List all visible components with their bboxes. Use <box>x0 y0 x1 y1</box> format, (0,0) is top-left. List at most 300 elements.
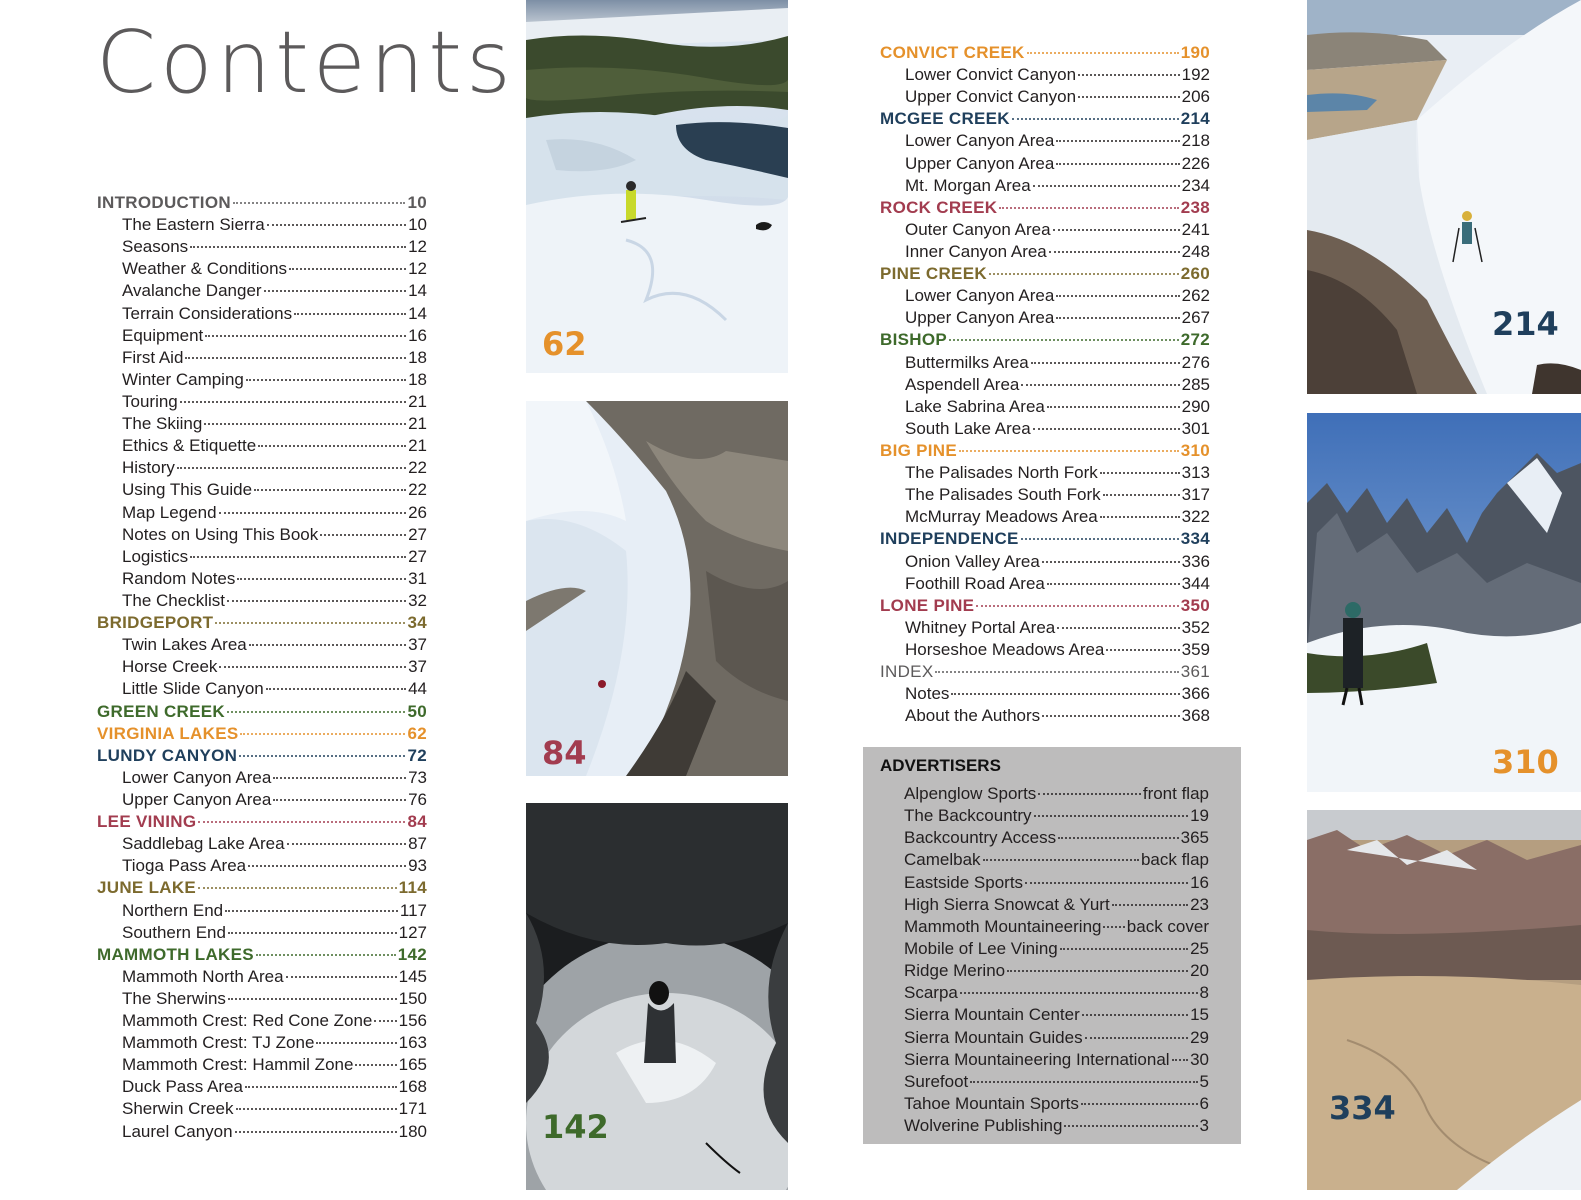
dot-leader <box>239 755 405 757</box>
dot-leader <box>266 688 406 690</box>
toc-section-entry[interactable] <box>97 811 427 833</box>
dot-leader <box>240 733 405 735</box>
dot-leader <box>1100 516 1180 518</box>
toc-subsection-entry[interactable] <box>880 418 1210 440</box>
dot-leader <box>949 339 1179 341</box>
page-number: 76 <box>408 789 427 809</box>
advertisers-box <box>863 747 1241 1144</box>
dot-leader <box>287 843 406 845</box>
advertisers-heading: ADVERTISERS <box>880 756 1001 775</box>
toc-label: Map Legend <box>122 502 217 522</box>
dot-leader <box>185 357 406 359</box>
toc-label: South Lake Area <box>905 418 1031 438</box>
toc-subsection-entry[interactable] <box>97 280 427 302</box>
page-title: Contents <box>96 13 515 113</box>
toc-subsection-entry[interactable] <box>97 236 427 258</box>
dot-leader <box>1025 882 1188 884</box>
toc-subsection-entry[interactable] <box>97 258 427 280</box>
toc-section-entry[interactable] <box>880 528 1210 550</box>
toc-subsection-entry[interactable] <box>97 1076 427 1098</box>
toc-label: The Palisades South Fork <box>905 485 1101 505</box>
toc-subsection-entry[interactable] <box>97 1098 427 1120</box>
toc-subsection-entry[interactable] <box>97 347 427 369</box>
dot-leader <box>1060 948 1188 950</box>
toc-section-entry[interactable] <box>880 440 1210 462</box>
toc-label: LEE VINING <box>97 812 197 832</box>
toc-subsection-entry[interactable] <box>880 683 1210 705</box>
dot-leader <box>999 207 1178 209</box>
dot-leader <box>1031 362 1180 364</box>
dot-leader <box>228 998 397 1000</box>
page-number: 15 <box>1190 1005 1209 1025</box>
toc-label: Outer Canyon Area <box>905 219 1051 239</box>
toc-subsection-entry[interactable] <box>97 855 427 877</box>
toc-subsection-entry[interactable] <box>97 789 427 811</box>
toc-subsection-entry[interactable] <box>97 988 427 1010</box>
toc-label: Horseshoe Meadows Area <box>905 639 1105 659</box>
dot-leader <box>1033 185 1180 187</box>
toc-label: The Skiing <box>122 414 203 434</box>
toc-label: Equipment <box>122 325 204 345</box>
page-number: 72 <box>407 745 427 765</box>
page-number: 50 <box>407 701 427 721</box>
dot-leader <box>1047 583 1180 585</box>
dot-leader <box>246 379 406 381</box>
advertiser-entry[interactable] <box>879 1027 1209 1049</box>
page-number: 248 <box>1181 241 1210 261</box>
page-number: 262 <box>1181 286 1210 306</box>
page-number: 3 <box>1199 1116 1209 1136</box>
advertiser-name: Mammoth Mountaineering <box>904 916 1102 936</box>
toc-label: GREEN CREEK <box>97 701 225 721</box>
toc-label: Twin Lakes Area <box>122 635 247 655</box>
toc-label: Duck Pass Area <box>122 1077 243 1097</box>
toc-subsection-entry[interactable] <box>880 352 1210 374</box>
toc-subsection-entry[interactable] <box>97 524 427 546</box>
dot-leader <box>249 644 406 646</box>
dot-leader <box>1078 96 1180 98</box>
dot-leader <box>256 954 396 956</box>
page-number: 23 <box>1190 894 1209 914</box>
advertiser-entry[interactable] <box>879 982 1209 1004</box>
advertiser-entry[interactable] <box>879 1115 1209 1137</box>
dot-leader <box>1038 793 1141 795</box>
toc-subsection-entry[interactable] <box>97 413 427 435</box>
toc-section-entry[interactable] <box>880 108 1210 130</box>
dot-leader <box>227 600 406 602</box>
toc-subsection-entry[interactable] <box>97 391 427 413</box>
toc-label: The Checklist <box>122 590 225 610</box>
toc-subsection-entry[interactable] <box>880 241 1210 263</box>
page-number: 34 <box>407 613 427 633</box>
page-number: 290 <box>1181 396 1210 416</box>
toc-label: Tioga Pass Area <box>122 856 247 876</box>
toc-label: Foothill Road Area <box>905 573 1045 593</box>
page-number: 272 <box>1180 330 1210 350</box>
toc-label: Upper Canyon Area <box>122 789 272 809</box>
toc-label: Lower Canyon Area <box>905 286 1055 306</box>
toc-subsection-entry[interactable] <box>880 175 1210 197</box>
page-number: back cover <box>1126 916 1209 936</box>
photo-mcgee-creek <box>1307 0 1581 394</box>
toc-subsection-entry[interactable] <box>97 1010 427 1032</box>
toc-label: INDEX <box>880 662 934 682</box>
toc-label: CONVICT CREEK <box>880 43 1025 62</box>
toc-section-entry[interactable] <box>880 329 1210 351</box>
toc-subsection-entry[interactable] <box>97 369 427 391</box>
toc-label: Sherwin Creek <box>122 1099 234 1119</box>
dot-leader <box>1081 1103 1198 1105</box>
toc-subsection-entry[interactable] <box>880 130 1210 152</box>
toc-subsection-entry[interactable] <box>97 214 427 236</box>
page-number: 344 <box>1181 573 1210 593</box>
toc-section-entry[interactable] <box>97 701 427 723</box>
advertiser-entry[interactable] <box>879 894 1209 916</box>
page-number: 10 <box>408 215 427 235</box>
photo-page-number: 214 <box>1492 305 1559 343</box>
toc-subsection-entry[interactable] <box>880 285 1210 307</box>
dot-leader <box>198 887 397 889</box>
toc-label: Lake Sabrina Area <box>905 396 1045 416</box>
toc-subsection-entry[interactable] <box>880 506 1210 528</box>
page-number: 192 <box>1181 65 1210 85</box>
toc-subsection-entry[interactable] <box>880 86 1210 108</box>
page-number: 165 <box>398 1055 427 1075</box>
toc-subsection-entry[interactable] <box>97 590 427 612</box>
photo-lee-vining <box>526 401 788 776</box>
toc-subsection-entry[interactable] <box>97 767 427 789</box>
dot-leader <box>273 799 406 801</box>
page-number: 29 <box>1190 1027 1209 1047</box>
advertiser-entry[interactable] <box>879 1049 1209 1071</box>
toc-section-entry[interactable] <box>97 723 427 745</box>
advertiser-entry[interactable] <box>879 960 1209 982</box>
page-number: 180 <box>398 1121 427 1141</box>
toc-subsection-entry[interactable] <box>97 457 427 479</box>
toc-label: Winter Camping <box>122 369 244 389</box>
dot-leader <box>970 1081 1197 1083</box>
toc-label: Northern End <box>122 900 224 920</box>
toc-section-entry[interactable] <box>880 263 1210 285</box>
advertiser-entry[interactable] <box>879 872 1209 894</box>
dot-leader <box>1064 1125 1197 1127</box>
dot-leader <box>355 1064 396 1066</box>
advertiser-name: Alpenglow Sports <box>904 784 1037 803</box>
dot-leader <box>289 268 406 270</box>
toc-subsection-entry[interactable] <box>97 303 427 325</box>
toc-label: PINE CREEK <box>880 264 987 284</box>
toc-label: About the Authors <box>905 706 1041 726</box>
page-number: 12 <box>408 237 427 257</box>
toc-subsection-entry[interactable] <box>97 634 427 656</box>
dot-leader <box>1021 384 1179 386</box>
toc-subsection-entry[interactable] <box>880 64 1210 86</box>
toc-label: Aspendell Area <box>905 374 1020 394</box>
dot-leader <box>235 1131 397 1133</box>
dot-leader <box>320 534 406 536</box>
dot-leader <box>219 512 407 514</box>
page-number: 234 <box>1181 175 1210 195</box>
toc-subsection-entry[interactable] <box>880 374 1210 396</box>
toc-label: Mammoth Crest: Red Cone Zone <box>122 1011 373 1031</box>
advertiser-name: Scarpa <box>904 983 958 1003</box>
toc-section-entry[interactable] <box>880 595 1210 617</box>
page-number: 32 <box>408 590 427 610</box>
page-number: 310 <box>1180 440 1210 460</box>
photo-virginia-lakes <box>526 0 788 373</box>
page-number: 37 <box>408 635 427 655</box>
toc-label: VIRGINIA LAKES <box>97 723 239 743</box>
toc-section-entry[interactable] <box>97 944 427 966</box>
toc-subsection-entry[interactable] <box>97 546 427 568</box>
page-number: 150 <box>398 988 427 1008</box>
page-number: 84 <box>407 812 427 832</box>
dot-leader <box>1057 627 1179 629</box>
toc-subsection-entry[interactable] <box>97 1054 427 1076</box>
page-number: 25 <box>1190 938 1209 958</box>
toc-label: The Eastern Sierra <box>122 215 265 235</box>
toc-subsection-entry[interactable] <box>880 462 1210 484</box>
dot-leader <box>1042 561 1180 563</box>
page-number: 30 <box>1190 1049 1209 1069</box>
page-number: 285 <box>1181 374 1210 394</box>
toc-label: INDEPENDENCE <box>880 529 1019 549</box>
dot-leader <box>1007 970 1188 972</box>
toc-label: Laurel Canyon <box>122 1121 233 1141</box>
photo-page-number: 142 <box>542 1108 609 1146</box>
page-number: 87 <box>408 834 427 854</box>
toc-right-column <box>880 42 1210 727</box>
toc-label: Lower Canyon Area <box>905 131 1055 151</box>
page-number: 73 <box>408 767 427 787</box>
toc-subsection-entry[interactable] <box>880 219 1210 241</box>
advertiser-name: Backcountry Access <box>904 828 1057 848</box>
page-number: 21 <box>408 391 427 411</box>
dot-leader <box>258 445 406 447</box>
toc-section-entry[interactable] <box>97 192 427 214</box>
toc-label: LUNDY CANYON <box>97 745 238 765</box>
page-number: 16 <box>408 325 427 345</box>
page-number: 114 <box>398 878 427 898</box>
toc-section-entry[interactable] <box>97 745 427 767</box>
dot-leader <box>177 467 406 469</box>
dot-leader <box>1012 118 1179 120</box>
advertiser-name: Surefoot <box>904 1071 969 1091</box>
toc-subsection-entry[interactable] <box>97 900 427 922</box>
advertiser-entry[interactable] <box>879 805 1209 827</box>
toc-subsection-entry[interactable] <box>97 568 427 590</box>
page-number: 20 <box>1190 961 1209 981</box>
toc-label: Weather & Conditions <box>122 259 288 279</box>
dot-leader <box>286 976 397 978</box>
page-number: 21 <box>408 414 427 434</box>
advertiser-entry[interactable] <box>879 1071 1209 1093</box>
toc-label: Notes on Using This Book <box>122 524 319 544</box>
advertiser-name: Eastside Sports <box>904 872 1024 892</box>
page-number: 156 <box>398 1011 427 1031</box>
photo-page-number: 334 <box>1329 1089 1396 1127</box>
toc-label: History <box>122 458 175 478</box>
dot-leader <box>1056 317 1179 319</box>
toc-subsection-entry[interactable] <box>97 479 427 501</box>
dot-leader <box>219 666 406 668</box>
page-number: 350 <box>1180 595 1210 615</box>
toc-label: Onion Valley Area <box>905 551 1040 571</box>
toc-subsection-entry[interactable] <box>880 639 1210 661</box>
advertiser-entry[interactable] <box>879 783 1209 805</box>
toc-section-entry[interactable] <box>880 197 1210 219</box>
dot-leader <box>1058 837 1179 839</box>
dot-leader <box>989 273 1179 275</box>
page-number: 206 <box>1181 87 1210 107</box>
photo-page-number: 62 <box>542 325 587 363</box>
toc-label: Upper Canyon Area <box>905 153 1055 173</box>
advertiser-entry[interactable] <box>879 827 1209 849</box>
page-number: 145 <box>398 966 427 986</box>
dot-leader <box>1027 52 1179 54</box>
page-number: 190 <box>1180 43 1210 62</box>
page-number: 22 <box>408 480 427 500</box>
toc-label: Ethics & Etiquette <box>122 436 257 456</box>
dot-leader <box>316 1042 396 1044</box>
advertiser-entry[interactable] <box>879 916 1209 938</box>
page-number: 31 <box>408 568 427 588</box>
page-number: 368 <box>1181 706 1210 726</box>
toc-subsection-entry[interactable] <box>97 1121 427 1143</box>
dot-leader <box>273 777 406 779</box>
dot-leader <box>294 313 406 315</box>
toc-label: Little Slide Canyon <box>122 679 264 699</box>
page-number: 26 <box>408 502 427 522</box>
advertiser-entry[interactable] <box>879 849 1209 871</box>
toc-subsection-entry[interactable] <box>97 678 427 700</box>
toc-subsection-entry[interactable] <box>97 833 427 855</box>
photo-mammoth-lakes <box>526 803 788 1190</box>
dot-leader <box>254 489 406 491</box>
advertiser-name: High Sierra Snowcat & Yurt <box>904 894 1110 914</box>
page-number: 171 <box>398 1099 427 1119</box>
page-number: 62 <box>407 723 427 743</box>
dot-leader <box>1106 649 1179 651</box>
page-number: 8 <box>1199 983 1209 1003</box>
toc-section-entry[interactable] <box>880 661 1210 683</box>
toc-subsection-entry[interactable] <box>97 502 427 524</box>
page-number: 352 <box>1181 617 1210 637</box>
page-number: 226 <box>1181 153 1210 173</box>
dot-leader <box>1085 1037 1188 1039</box>
toc-label: Whitney Portal Area <box>905 617 1056 637</box>
advertiser-name: Sierra Mountaineering International <box>904 1049 1170 1069</box>
dot-leader <box>983 859 1139 861</box>
photo-page-number: 310 <box>1492 743 1559 781</box>
toc-label: First Aid <box>122 347 184 367</box>
dot-leader <box>225 910 398 912</box>
toc-section-entry[interactable] <box>97 612 427 634</box>
dot-leader <box>1049 251 1180 253</box>
toc-subsection-entry[interactable] <box>880 617 1210 639</box>
page-number: 22 <box>408 458 427 478</box>
dot-leader <box>237 578 406 580</box>
dot-leader <box>1047 406 1180 408</box>
page-number: 238 <box>1180 197 1210 217</box>
toc-label: Saddlebag Lake Area <box>122 834 285 854</box>
toc-label: Southern End <box>122 922 226 942</box>
toc-label: McMurray Meadows Area <box>905 507 1098 527</box>
advertiser-name: Camelbak <box>904 850 981 870</box>
toc-subsection-entry[interactable] <box>880 307 1210 329</box>
advertiser-entry[interactable] <box>879 938 1209 960</box>
toc-label: Mammoth North Area <box>122 966 284 986</box>
dot-leader <box>935 671 1178 673</box>
page-number: 27 <box>408 524 427 544</box>
page-number: 301 <box>1181 418 1210 438</box>
page-number: 241 <box>1181 219 1210 239</box>
toc-subsection-entry[interactable] <box>880 153 1210 175</box>
toc-section-entry[interactable] <box>880 42 1210 64</box>
dot-leader <box>205 335 406 337</box>
toc-subsection-entry[interactable] <box>97 656 427 678</box>
advertiser-name: Tahoe Mountain Sports <box>904 1093 1079 1113</box>
toc-subsection-entry[interactable] <box>880 396 1210 418</box>
toc-subsection-entry[interactable] <box>97 435 427 457</box>
page-number: 6 <box>1199 1093 1209 1113</box>
toc-label: Buttermilks Area <box>905 352 1029 372</box>
dot-leader <box>1056 295 1179 297</box>
dot-leader <box>1056 163 1179 165</box>
toc-label: ROCK CREEK <box>880 197 998 217</box>
toc-subsection-entry[interactable] <box>97 922 427 944</box>
toc-label: The Palisades North Fork <box>905 463 1098 483</box>
toc-label: BIG PINE <box>880 440 958 460</box>
toc-label: Seasons <box>122 237 189 257</box>
photo-big-pine <box>1307 413 1581 792</box>
dot-leader <box>1172 1059 1189 1061</box>
advertiser-entry[interactable] <box>879 1004 1209 1026</box>
photo-independence <box>1307 810 1581 1190</box>
toc-subsection-entry[interactable] <box>880 551 1210 573</box>
page-number: 260 <box>1180 264 1210 284</box>
page-number: 322 <box>1181 507 1210 527</box>
dot-leader <box>1082 1014 1188 1016</box>
advertisers-list <box>879 783 1209 1137</box>
toc-label: Horse Creek <box>122 657 218 677</box>
toc-label: MCGEE CREEK <box>880 109 1010 129</box>
page-number: 18 <box>408 369 427 389</box>
page-number: 267 <box>1181 308 1210 328</box>
page-number: 142 <box>397 944 427 964</box>
dot-leader <box>976 605 1178 607</box>
toc-section-entry[interactable] <box>97 877 427 899</box>
toc-left-column <box>97 192 427 1143</box>
toc-label: Avalanche Danger <box>122 281 262 301</box>
advertiser-entry[interactable] <box>879 1093 1209 1115</box>
page-number: 168 <box>398 1077 427 1097</box>
page-number: 27 <box>408 546 427 566</box>
toc-subsection-entry[interactable] <box>880 573 1210 595</box>
dot-leader <box>180 401 406 403</box>
dot-leader <box>1078 74 1180 76</box>
toc-subsection-entry[interactable] <box>880 705 1210 727</box>
toc-label: BRIDGEPORT <box>97 613 214 633</box>
dot-leader <box>245 1086 397 1088</box>
toc-subsection-entry[interactable] <box>97 1032 427 1054</box>
advertiser-name: Sierra Mountain Center <box>904 1005 1080 1025</box>
toc-label: MAMMOTH LAKES <box>97 944 254 964</box>
toc-subsection-entry[interactable] <box>97 966 427 988</box>
toc-subsection-entry[interactable] <box>880 484 1210 506</box>
page-number: front flap <box>1142 784 1209 803</box>
toc-subsection-entry[interactable] <box>97 325 427 347</box>
